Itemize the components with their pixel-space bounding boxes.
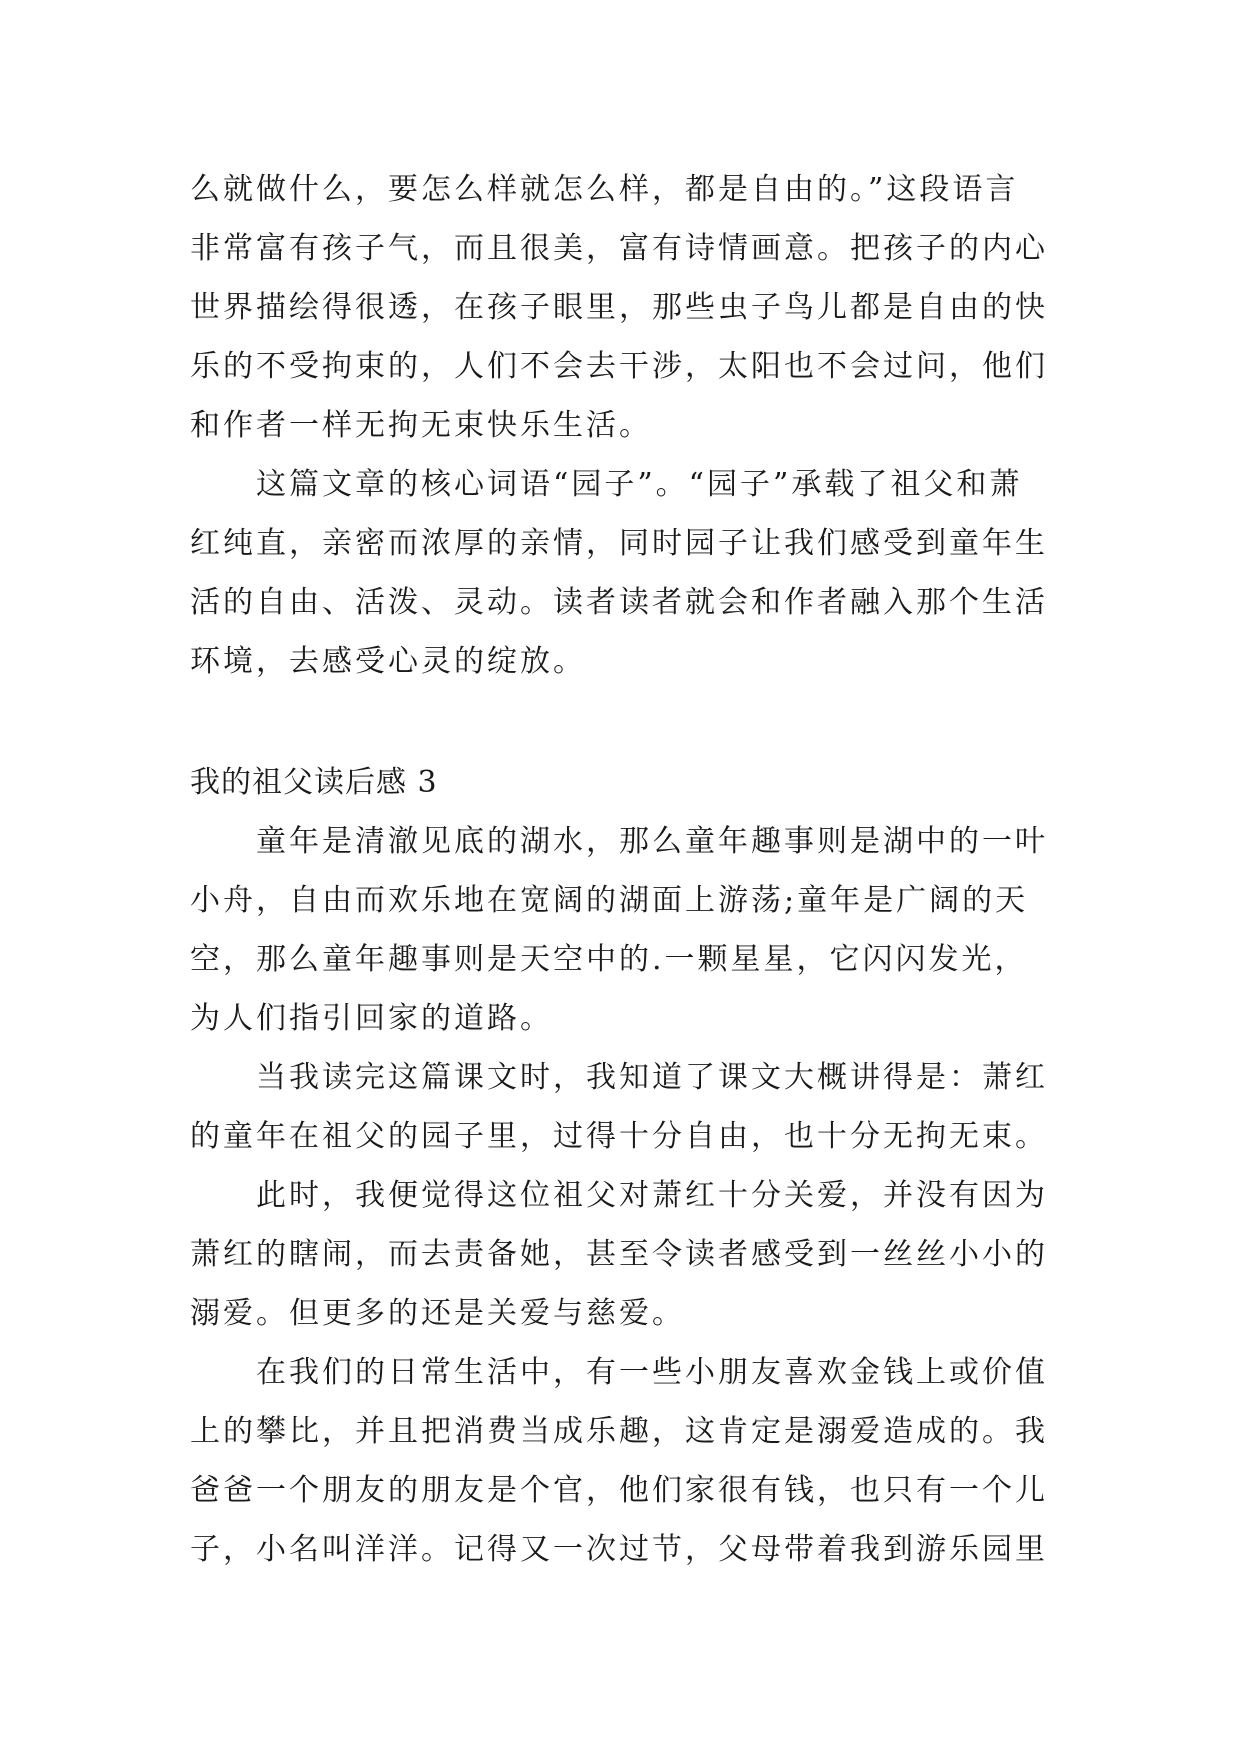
text-line: 爸爸一个朋友的朋友是个官，他们家很有钱，也只有一个儿 [190,1473,1048,1508]
paragraph-6 [190,1343,1070,1579]
paragraph-2 [190,455,1070,691]
text-line: 小舟，自由而欢乐地在宽阔的湖面上游荡;童年是广阔的天 [190,883,1029,918]
text-line: 这篇文章的核心词语“园子”。“园子”承载了祖父和萧 [256,467,1023,502]
paragraph-1 [190,160,1070,455]
text-line: 红纯直，亲密而浓厚的亲情，同时园子让我们感受到童年生 [190,526,1048,561]
section-heading: 我的祖父读后感 3 [190,765,438,800]
text-line: 非常富有孩子气，而且很美，富有诗情画意。把孩子的内心 [190,231,1048,266]
text-line: 萧红的瞎闹，而去责备她，甚至令读者感受到一丝丝小小的 [190,1237,1048,1272]
text-line: 此时，我便觉得这位祖父对萧红十分关爱，并没有因为 [256,1178,1048,1213]
document-body [190,160,1070,1579]
text-line: 为人们指引回家的道路。 [190,1001,553,1036]
text-line: 在我们的日常生活中，有一些小朋友喜欢金钱上或价值 [256,1355,1048,1390]
text-line: 童年是清澈见底的湖水，那么童年趣事则是湖中的一叶 [256,824,1048,859]
text-line: 当我读完这篇课文时，我知道了课文大概讲得是：萧红 [256,1060,1048,1095]
text-line: 环境，去感受心灵的绽放。 [190,644,586,679]
text-line: 世界描绘得很透，在孩子眼里，那些虫子鸟儿都是自由的快 [190,290,1048,325]
text-line: 子，小名叫洋洋。记得又一次过节，父母带着我到游乐园里 [190,1532,1048,1567]
paragraph-4 [190,1048,1070,1166]
text-line: 的童年在祖父的园子里，过得十分自由，也十分无拘无束。 [190,1119,1048,1154]
text-line: 活的自由、活泼、灵动。读者读者就会和作者融入那个生活 [190,585,1048,620]
text-line: 溺爱。但更多的还是关爱与慈爱。 [190,1296,685,1331]
paragraph-3 [190,812,1070,1048]
paragraph-5 [190,1166,1070,1343]
text-line: 和作者一样无拘无束快乐生活。 [190,408,652,443]
text-line: 乐的不受拘束的，人们不会去干涉，太阳也不会过问，他们 [190,349,1048,384]
text-line: 空，那么童年趣事则是天空中的.一颗星星，它闪闪发光， [190,942,1028,977]
text-line: 上的攀比，并且把消费当成乐趣，这肯定是溺爱造成的。我 [190,1414,1048,1449]
section-gap [190,691,1070,753]
text-line: 么就做什么，要怎么样就怎么样，都是自由的。”这段语言 [190,172,1019,207]
